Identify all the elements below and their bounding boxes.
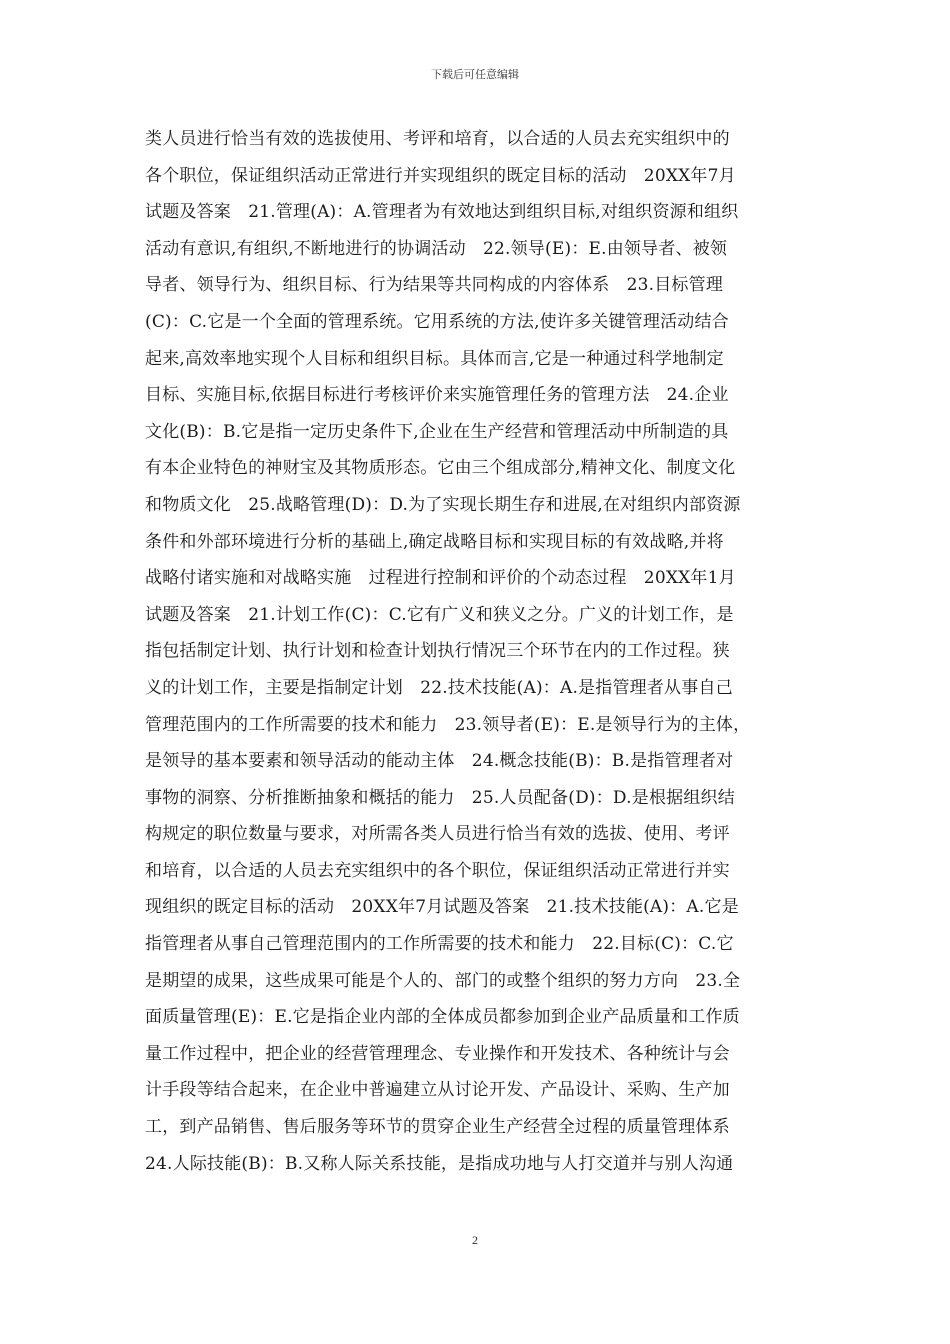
page-number: 2 <box>472 1233 478 1247</box>
text-line: 文化(B)：B.它是指一定历史条件下,企业在生产经营和管理活动中所制造的具 <box>145 421 729 442</box>
text-line: 工，到产品销售、售后服务等环节的贯穿企业生产经营全过程的质量管理体系 <box>145 1117 730 1138</box>
text-line: 条件和外部环境进行分析的基础上,确定战略目标和实现目标的有效战略,并将 <box>145 531 724 552</box>
text-line: 和物质文化 25.战略管理(D)：D.为了实现长期生存和进展,在对组织内部资源 <box>145 494 741 515</box>
text-line: 类人员进行恰当有效的选拔使用、考评和培育，以合适的人员去充实组织中的 <box>145 129 730 149</box>
text-line: 试题及答案 21.计划工作(C)：C.它有广义和狭义之分。广义的计划工作，是 <box>145 604 734 625</box>
text-line: 导者、领导行为、组织目标、行为结果等共同构成的内容体系 23.目标管理 <box>145 275 724 296</box>
text-line: 量工作过程中，把企业的经营管理理念、专业操作和开发技术、各种统计与会 <box>145 1043 730 1064</box>
text-line: 24.人际技能(B)：B.又称人际关系技能，是指成功地与人打交道并与别人沟通 <box>145 1153 734 1174</box>
text-line: 和培育，以合适的人员去充实组织中的各个职位，保证组织活动正常进行并实 <box>145 860 730 881</box>
text-line: 起来,高效率地实现个人目标和组织目标。具体而言,它是一种通过科学地制定 <box>145 348 724 369</box>
text-line: 计手段等结合起来，在企业中普遍建立从讨论开发、产品设计、采购、生产加 <box>145 1080 730 1101</box>
text-line: 有本企业特色的神财宝及其物质形态。它由三个组成部分,精神文化、制度文化 <box>145 458 736 479</box>
document-body <box>145 121 815 1182</box>
text-line: 事物的洞察、分析推断抽象和概括的能力 25.人员配备(D)：D.是根据组织结 <box>145 787 735 808</box>
text-line: 义的计划工作，主要是指制定计划 22.技术技能(A)：A.是指管理者从事自己 <box>145 677 733 698</box>
text-line: 各个职位，保证组织活动正常进行并实现组织的既定目标的活动 20XX年7月 <box>145 165 736 186</box>
text-line: 活动有意识,有组织,不断地进行的协调活动 22.领导(E)：E.由领导者、被领 <box>145 238 728 259</box>
text-line: 试题及答案 21.管理(A)：A.管理者为有效地达到组织目标,对组织资源和组织 <box>145 202 739 223</box>
text-line: 目标、实施目标,依据目标进行考核评价来实施管理任务的管理方法 24.企业 <box>145 385 729 406</box>
page-header: 下载后可任意编辑 <box>431 68 519 81</box>
text-line: 构规定的职位数量与要求，对所需各类人员进行恰当有效的选拔、使用、考评 <box>145 824 730 845</box>
text-line: 现组织的既定目标的活动 20XX年7月试题及答案 21.技术技能(A)：A.它是 <box>145 897 739 918</box>
text-line: (C)：C.它是一个全面的管理系统。它用系统的方法,使许多关键管理活动结合 <box>145 311 729 332</box>
text-line: 管理范围内的工作所需要的技术和能力 23.领导者(E)：E.是领导行为的主体， <box>145 714 751 735</box>
text-line: 面质量管理(E)：E.它是指企业内部的全体成员都参加到企业产品质量和工作质 <box>145 1007 740 1028</box>
text-line: 是期望的成果，这些成果可能是个人的、部门的或整个组织的努力方向 23.全 <box>145 970 741 991</box>
text-line: 指包括制定计划、执行计划和检查计划执行情况三个环节在内的工作过程。狭 <box>145 641 730 662</box>
text-line: 指管理者从事自己管理范围内的工作所需要的技术和能力 22.目标(C)：C.它 <box>145 934 734 955</box>
text-line: 战略付诸实施和对战略实施 过程进行控制和评价的个动态过程 20XX年1月 <box>145 568 736 589</box>
text-line: 是领导的基本要素和领导活动的能动主体 24.概念技能(B)：B.是指管理者对 <box>145 751 734 772</box>
